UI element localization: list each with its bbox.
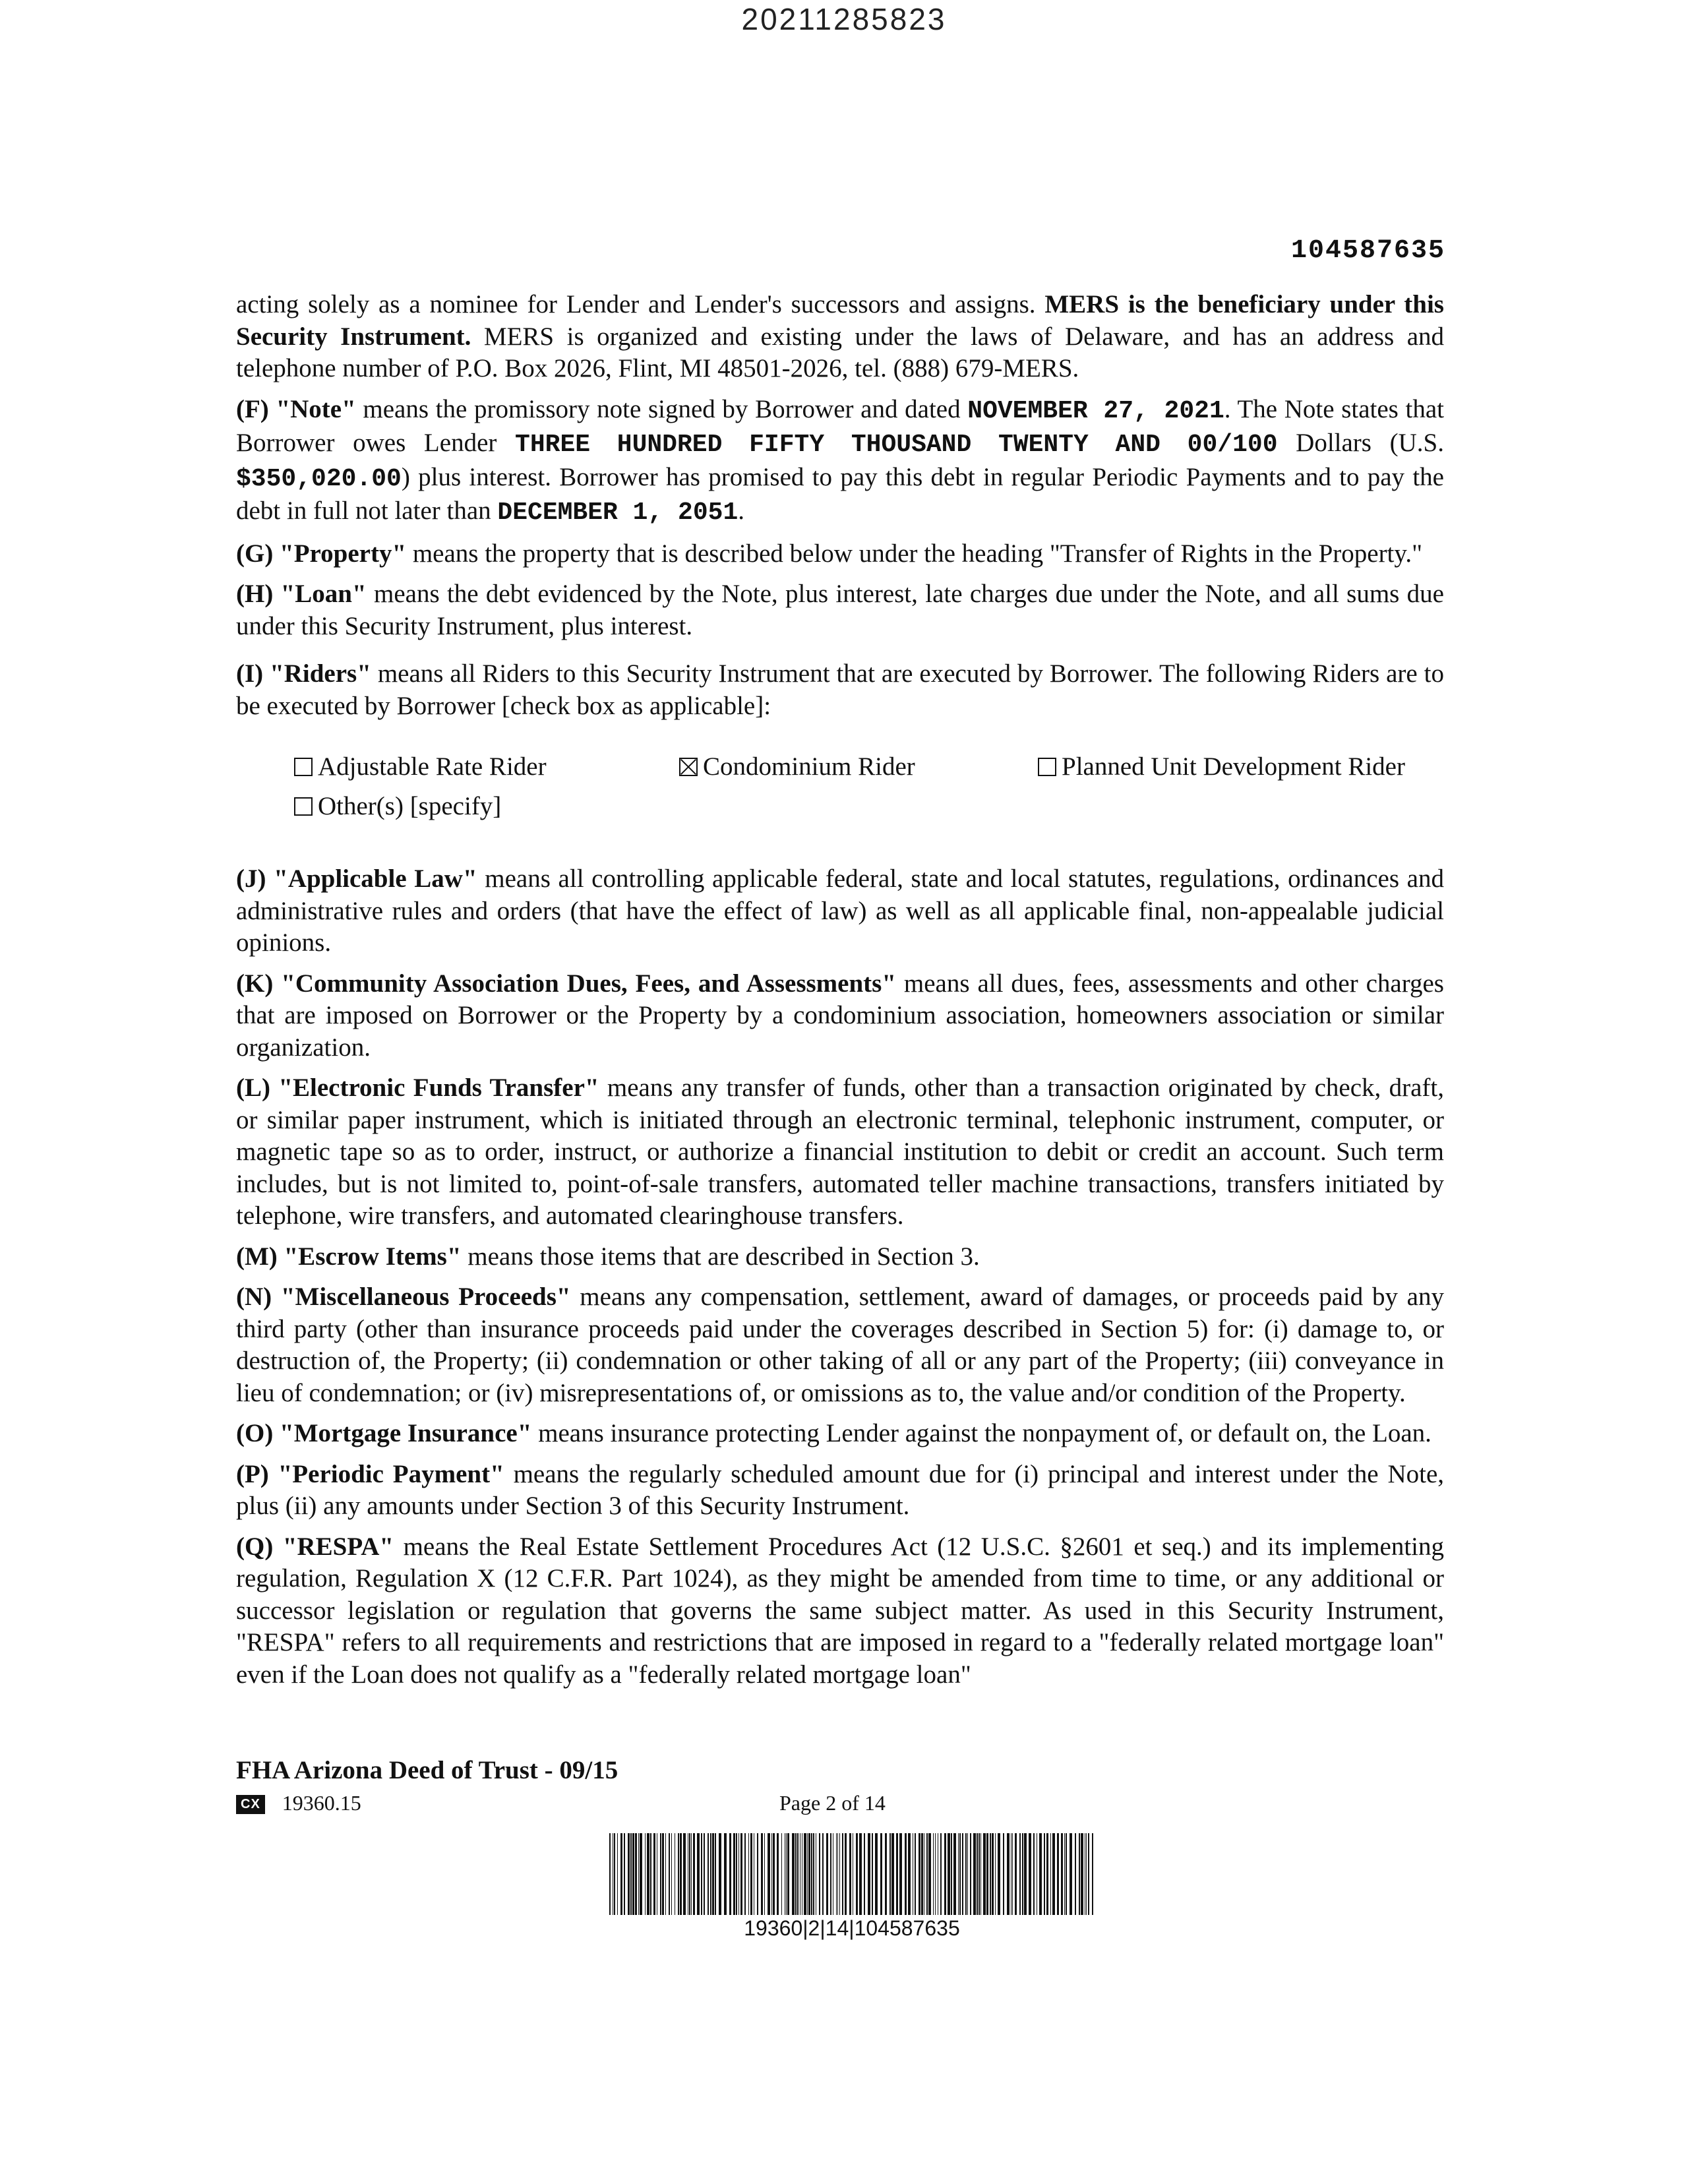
paragraph-note: (F) "Note" means the promissory note signed by Borrower and dated NOVEMBER 27, 2021. The Note states that Borrower owes Lender THREE HUNDRED FIFTY THOUSAND TWENTY AND 00/100 Dollars (U.S. $350,020.00) plus interest. Borrower has promised to pay this debt in regular Periodic Payments and to pay the debt in full not later than DECEMBER 1, 2051. <box>236 394 1444 527</box>
barcode-bar <box>693 1833 695 1915</box>
note-date: NOVEMBER 27, 2021 <box>967 396 1224 425</box>
barcode-bar <box>992 1833 994 1915</box>
barcode-bar <box>786 1833 787 1915</box>
barcode-bar <box>1022 1833 1023 1915</box>
barcode-bar <box>748 1833 749 1915</box>
barcode-bar <box>691 1833 692 1915</box>
barcode-bar <box>787 1833 789 1915</box>
barcode-bar <box>940 1833 942 1915</box>
barcode-bar <box>609 1833 611 1915</box>
barcode-bar <box>712 1833 714 1915</box>
barcode-bar <box>795 1833 797 1915</box>
barcode-bar <box>905 1833 907 1915</box>
paragraph-mortgage-insurance: (O) "Mortgage Insurance" means insurance protecting Lender against the nonpayment of, or default on, the Loan. <box>236 1419 1432 1447</box>
term-label: (Q) "RESPA" <box>236 1532 394 1561</box>
barcode-bar <box>750 1833 752 1915</box>
barcode-bar <box>1012 1833 1013 1915</box>
barcode-bar <box>715 1833 716 1915</box>
publisher-logo-icon: CX <box>236 1795 265 1814</box>
term-label: (L) "Electronic Funds Transfer" <box>236 1074 599 1102</box>
barcode-bar <box>1046 1833 1048 1915</box>
barcode-bar <box>771 1833 772 1915</box>
barcode-bar <box>645 1833 646 1915</box>
rider-option-adjustable-rate[interactable]: Adjustable Rate Rider <box>294 751 547 783</box>
barcode-bar <box>822 1833 824 1915</box>
barcode-bar <box>842 1833 843 1915</box>
loan-amount: $350,020.00 <box>236 464 402 493</box>
barcode-bar <box>935 1833 936 1915</box>
barcode-bar <box>744 1833 746 1915</box>
barcode-bar <box>1081 1833 1083 1915</box>
barcode-bar <box>701 1833 702 1915</box>
barcode-bar <box>683 1833 686 1915</box>
barcode-bar <box>979 1833 980 1915</box>
barcode-bar <box>1064 1833 1065 1915</box>
barcode-bar <box>859 1833 862 1915</box>
paragraph-riders: (I) "Riders" means all Riders to this Security Instrument that are executed by Borrower. The following Riders are to be executed by Borrower [check box as applicable]: <box>236 659 1444 720</box>
barcode-bar <box>896 1833 898 1915</box>
barcode-bar <box>977 1833 978 1915</box>
barcode-bar <box>915 1833 916 1915</box>
barcode-bar <box>928 1833 931 1915</box>
barcode-bar <box>973 1833 976 1915</box>
barcode-bar <box>1015 1833 1017 1915</box>
barcode-bar <box>837 1833 838 1915</box>
rider-option-planned-unit-development[interactable]: Planned Unit Development Rider <box>1038 751 1405 783</box>
barcode-bar <box>678 1833 679 1915</box>
paragraph-mers: acting solely as a nominee for Lender and Lender's successors and assigns. MERS is the beneficiary under this Security Instrument. MERS is organized and existing under the laws of Delaware, and has an address and telephone number of P.O. Box 2026, Flint, MI 48501-2026, tel. (888) 679-MERS. <box>236 290 1445 382</box>
paragraph-escrow-items: (M) "Escrow Items" means those items that are described in Section 3. <box>236 1242 980 1271</box>
barcode-bar <box>660 1833 661 1915</box>
barcode-bar <box>959 1833 961 1915</box>
barcode-bar <box>953 1833 956 1915</box>
barcode-bar <box>811 1833 812 1915</box>
barcode-bar <box>990 1833 991 1915</box>
barcode-bar <box>1024 1833 1027 1915</box>
barcode-bar <box>671 1833 672 1915</box>
barcode-bar <box>864 1833 865 1915</box>
term-label: (F) "Note" <box>236 394 356 423</box>
barcode-bar <box>665 1833 666 1915</box>
rider-option-other[interactable]: Other(s) [specify] <box>294 791 501 823</box>
barcode-bar <box>764 1833 765 1915</box>
barcode-bar <box>891 1833 894 1915</box>
checkbox-icon[interactable] <box>294 758 313 776</box>
barcode-bar <box>1033 1833 1035 1915</box>
barcode-bar <box>819 1833 820 1915</box>
barcode-bar <box>1086 1833 1087 1915</box>
barcode-bar <box>880 1833 882 1915</box>
barcode-bar <box>839 1833 840 1915</box>
barcode-bar <box>807 1833 808 1915</box>
barcode-bar <box>1019 1833 1021 1915</box>
term-label: (P) "Periodic Payment" <box>236 1459 504 1488</box>
barcode-bar <box>680 1833 682 1915</box>
barcode-bar <box>1066 1833 1067 1915</box>
barcode-bar <box>628 1833 630 1915</box>
barcode-bar <box>951 1833 952 1915</box>
barcode-bar <box>617 1833 618 1915</box>
barcode-bar <box>614 1833 615 1915</box>
form-number: 19360.15 <box>282 1791 361 1815</box>
checkbox-icon[interactable] <box>1038 758 1056 776</box>
barcode-bar <box>773 1833 775 1915</box>
barcode-bar <box>708 1833 709 1915</box>
barcode-bar <box>635 1833 637 1915</box>
barcode-bar <box>669 1833 670 1915</box>
barcode-bar <box>1052 1833 1055 1915</box>
term-label: (N) "Miscellaneous Proceeds" <box>236 1283 571 1311</box>
barcode-bar <box>777 1833 779 1915</box>
barcode-bar <box>1044 1833 1045 1915</box>
barcode-bar <box>792 1833 795 1915</box>
paragraph-respa: (Q) "RESPA" means the Real Estate Settlement Procedures Act (12 U.S.C. §2601 et seq.) and its implementing regulation, Regulation X (12 C.F.R. Part 1024), as they might be amended from time to time, or any additional or successor legislation or regulation that governs the same subject matter. As used in this Security Instrument, "RESPA" refers to all requirements and restrictions that are imposed in regard to a "federally related mortgage loan" even if the Loan does not qualify as a "federally related mortgage loan" <box>236 1532 1445 1689</box>
term-label: (K) "Community Association Dues, Fees, and Assessments" <box>236 969 896 998</box>
barcode-bar <box>1029 1833 1031 1915</box>
checkbox-icon[interactable] <box>294 797 313 816</box>
form-number-line <box>236 1791 361 1815</box>
barcode-bar <box>1070 1833 1072 1915</box>
barcode-bar <box>826 1833 828 1915</box>
recording-number: 20211285823 <box>741 2 947 36</box>
barcode-bar <box>768 1833 770 1915</box>
barcode-bar <box>697 1833 700 1915</box>
barcode-bar <box>958 1833 959 1915</box>
barcode-bar <box>1050 1833 1051 1915</box>
barcode-bar <box>849 1833 851 1915</box>
paragraph-periodic-payment: (P) "Periodic Payment" means the regularly scheduled amount due for (i) principal and interest under the Note, plus (ii) any amounts under Section 3 of this Security Instrument. <box>236 1459 1445 1520</box>
barcode-bar <box>1079 1833 1080 1915</box>
barcode-bar <box>624 1833 625 1915</box>
term-label: (J) "Applicable Law" <box>236 864 477 893</box>
barcode-bar <box>875 1833 878 1915</box>
barcode-bar <box>813 1833 814 1915</box>
barcode-bar <box>998 1833 1000 1915</box>
barcode-bar <box>653 1833 655 1915</box>
barcode-bar <box>899 1833 902 1915</box>
barcode-bar <box>650 1833 651 1915</box>
barcode-bar <box>740 1833 742 1915</box>
barcode-bar <box>868 1833 870 1915</box>
barcode-bar <box>965 1833 967 1915</box>
barcode-bar <box>970 1833 971 1915</box>
document-body <box>236 289 1444 1691</box>
barcode-bar <box>926 1833 928 1915</box>
barcode-bar <box>757 1833 758 1915</box>
barcode-bar <box>856 1833 858 1915</box>
barcode-bar <box>797 1833 799 1915</box>
barcode-bar <box>704 1833 705 1915</box>
barcode-bar <box>967 1833 968 1915</box>
barcode-bar <box>689 1833 690 1915</box>
barcode-bar <box>724 1833 727 1915</box>
term-label: (I) "Riders" <box>236 659 371 688</box>
barcode-bar <box>1061 1833 1063 1915</box>
paragraph-electronic-funds-transfer: (L) "Electronic Funds Transfer" means any transfer of funds, other than a transaction originated by check, draft, or similar paper instrument, which is initiated through an electronic terminal, telephonic instrument, computer, or magnetic tape so as to order, instruct, or authorize a financial institution to debit or credit an account. Such term includes, but is not limited to, point-of-sale transfers, automated teller machine transactions, transfers initiated by telephone, wire transfers, and automated clearinghouse transfers. <box>236 1074 1444 1230</box>
rider-checkbox-group <box>294 751 1444 829</box>
barcode-bar <box>738 1833 739 1915</box>
barcode-bar <box>872 1833 873 1915</box>
form-title: FHA Arizona Deed of Trust - 09/15 <box>236 1756 618 1784</box>
checked-checkbox-icon[interactable] <box>679 758 698 776</box>
barcode-bar <box>889 1833 891 1915</box>
barcode-bar <box>1007 1833 1010 1915</box>
barcode-bar <box>948 1833 950 1915</box>
barcode-bar <box>719 1833 721 1915</box>
barcode-bar <box>830 1833 831 1915</box>
barcode-bar <box>1092 1833 1093 1915</box>
barcode-bar <box>983 1833 986 1915</box>
barcode-bar <box>781 1833 782 1915</box>
barcode-bar <box>729 1833 731 1915</box>
term-label: (G) "Property" <box>236 539 407 568</box>
barcode-bar <box>1003 1833 1004 1915</box>
term-label: (H) "Loan" <box>236 580 367 608</box>
loan-amount-words: THREE HUNDRED FIFTY THOUSAND TWENTY AND 00/100 <box>515 431 1278 459</box>
barcode-bar <box>986 1833 988 1915</box>
term-label: (M) "Escrow Items" <box>236 1242 462 1271</box>
barcode-bar <box>808 1833 810 1915</box>
barcode-bar <box>885 1833 887 1915</box>
barcode-bar <box>980 1833 981 1915</box>
barcode-bar <box>1057 1833 1059 1915</box>
barcode-bar <box>630 1833 632 1915</box>
rider-option-condominium[interactable]: Condominium Rider <box>679 751 915 783</box>
paragraph-miscellaneous-proceeds: (N) "Miscellaneous Proceeds" means any compensation, settlement, award of damages, or proceeds paid by any third party (other than insurance proceeds paid under the coverages described in Section 5) for: (i) damage to, or destruction of, the Property; (ii) condemnation or other taking of all or any part of the Property; (iii) conveyance in lieu of condemnation; or (iv) misrepresentations of, or omissions as to, the value and/or condition of the Property. <box>236 1283 1444 1407</box>
barcode-bar <box>919 1833 920 1915</box>
barcode-bar <box>632 1833 634 1915</box>
barcode-bar <box>647 1833 649 1915</box>
barcode-bar <box>733 1833 735 1915</box>
paragraph-loan: (H) "Loan" means the debt evidenced by the Note, plus interest, late charges due under the Note, and all sums due under this Security Instrument, plus interest. <box>236 580 1444 640</box>
barcode-bar <box>921 1833 923 1915</box>
barcode-bar <box>1039 1833 1042 1915</box>
barcode-bar <box>908 1833 911 1915</box>
paragraph-community-association: (K) "Community Association Dues, Fees, and Assessments" means all dues, fees, assessments and other charges that are imposed on Borrower or the Property by a condominium association, homeowners association or similar organization. <box>236 969 1444 1062</box>
barcode-bar <box>710 1833 711 1915</box>
barcode-bar <box>804 1833 806 1915</box>
barcode-bar <box>845 1833 847 1915</box>
barcode-bar <box>620 1833 622 1915</box>
barcode-bar <box>662 1833 664 1915</box>
maturity-date: DECEMBER 1, 2051 <box>497 499 738 527</box>
term-label: (O) "Mortgage Insurance" <box>236 1419 532 1447</box>
loan-number: 104587635 <box>1290 236 1445 266</box>
barcode-bar <box>638 1833 639 1915</box>
paragraph-applicable-law: (J) "Applicable Law" means all controlling applicable federal, state and local statutes, regulations, ordinances and administrative rules and orders (that have the effect of law) as well as all applicable final, non-appealable judicial opinions. <box>236 864 1444 957</box>
barcode-bar <box>1075 1833 1076 1915</box>
barcode-bar <box>944 1833 946 1915</box>
mers-beneficiary-statement: MERS is the beneficiary under this Security Instrument. <box>236 290 1444 351</box>
paragraph-property: (G) "Property" means the property that is described below under the heading "Transfer of Rights in the Property." <box>236 539 1423 568</box>
barcode-bar <box>933 1833 934 1915</box>
barcode-bar <box>836 1833 837 1915</box>
barcode-bar <box>736 1833 737 1915</box>
barcode-text: 19360|2|14|104587635 <box>744 1916 960 1940</box>
barcode-icon <box>608 1833 1096 1915</box>
barcode-bar <box>995 1833 996 1915</box>
page-number: Page 2 of 14 <box>779 1791 886 1815</box>
barcode-bar <box>761 1833 763 1915</box>
barcode-bar <box>640 1833 642 1915</box>
barcode-bar <box>962 1833 963 1915</box>
barcode-bar <box>1088 1833 1089 1915</box>
